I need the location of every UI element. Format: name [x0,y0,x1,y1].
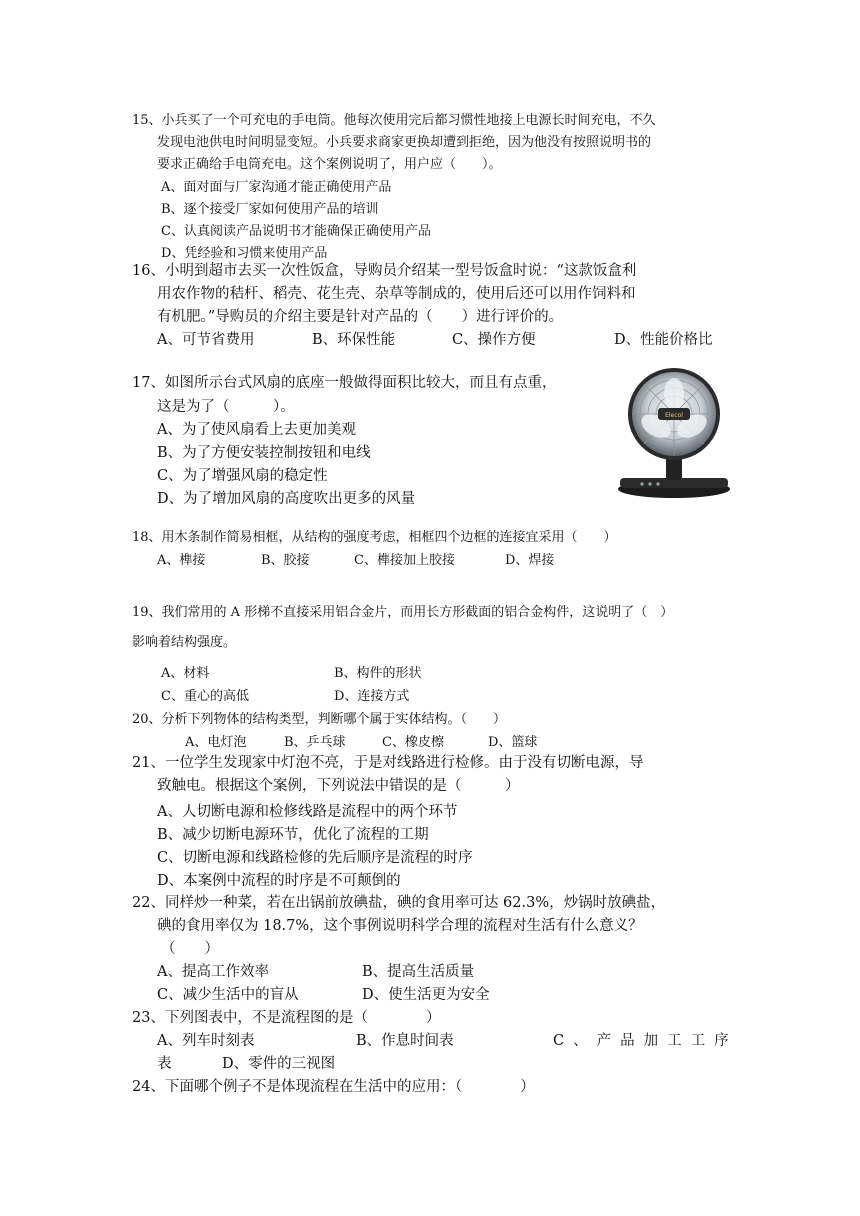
q23-option-c-continued: 表 [157,1056,172,1072]
q19-stem-line-2: 影响着结构强度。 [132,635,237,650]
fan-brand-label: Elecol [665,412,683,419]
q17-option-c: C、为了增强风扇的稳定性 [157,468,328,484]
q21-stem-line-1: 21、一位学生发现家中灯泡不亮，于是对线路进行检修。由于没有切断电源，导 [132,755,644,771]
q24-stem: 24、下面哪个例子不是体现流程在生活中的应用：（ ） [132,1079,535,1095]
q15-stem-line-2: 发现电池供电时间明显变短。小兵要求商家更换却遭到拒绝，因为他没有按照说明书的 [157,135,652,150]
q20-option-b: B、乒乓球 [284,735,346,750]
q21-option-d: D、本案例中流程的时序是不可颠倒的 [157,873,401,889]
q21-option-b: B、减少切断电源环节，优化了流程的工期 [157,827,429,843]
q19-option-c: C、重心的高低 [161,689,249,704]
q15-option-a: A、面对面与厂家沟通才能正确使用产品 [161,180,392,195]
q19-option-a: A、材料 [161,666,210,681]
q16-option-c: C、操作方便 [452,332,536,348]
q15-stem-line-3: 要求正确给手电筒充电。这个案例说明了，用户应（ ）。 [157,157,502,172]
q17-option-a: A、为了使风扇看上去更加美观 [157,422,356,438]
q22-option-b: B、提高生活质量 [362,964,475,980]
q23-stem: 23、下列图表中，不是流程图的是（ ） [132,1010,441,1026]
q22-option-c: C、减少生活中的盲从 [157,987,299,1003]
q23-option-d: D、零件的三视图 [222,1056,336,1072]
q19-option-d: D、连接方式 [334,689,410,704]
q17-option-b: B、为了方便安装控制按钮和电线 [157,445,371,461]
q16-stem-line-1: 16、小明到超市去买一次性饭盒，导购员介绍某一型号饭盒时说：“这款饭盒利 [132,263,637,279]
q22-option-d: D、使生活更为安全 [362,987,490,1003]
q22-stem-line-1: 22、同样炒一种菜，若在出锅前放碘盐，碘的食用率可达 62.3%，炒锅时放碘盐， [132,895,666,911]
q20-option-a: A、电灯泡 [185,735,247,750]
q22-stem-line-3: （ ） [161,941,219,957]
q18-option-b: B、胶接 [261,553,310,568]
q17-stem-line-2: 这是为了（ ）。 [157,399,295,415]
q22-option-a: A、提高工作效率 [157,964,269,980]
q16-stem-line-2: 用农作物的秸杆、稻壳、花生壳、杂草等制成的，使用后还可以用作饲料和 [157,286,636,302]
q18-option-a: A、榫接 [157,553,206,568]
q20-option-c: C、橡皮檫 [382,735,444,750]
q18-option-c: C、榫接加上胶接 [354,553,455,568]
desk-fan-image [614,366,734,502]
q16-option-b: B、环保性能 [312,332,396,348]
q23-option-b: B、作息时间表 [356,1033,454,1049]
q23-option-c: C、产品加工工序 [553,1033,738,1049]
q21-option-a: A、人切断电源和检修线路是流程中的两个环节 [157,804,458,820]
q20-stem: 20、分析下列物体的结构类型，判断哪个属于实体结构。（ ） [132,712,507,727]
q21-stem-line-2: 致触电。根据这个案例，下列说法中错误的是（ ） [157,778,520,794]
q15-option-c: C、认真阅读产品说明书才能确保正确使用产品 [161,224,431,239]
q17-stem-line-1: 17、如图所示台式风扇的底座一般做得面积比较大，而且有点重， [132,375,557,391]
q15-stem-line-1: 15、小兵买了一个可充电的手电筒。他每次使用完后都习惯性地接上电源长时间充电，不久 [132,113,656,128]
q22-stem-line-2: 碘的食用率仅为 18.7%，这个事例说明科学合理的流程对生活有什么意义？ [157,918,643,934]
q16-option-a: A、可节省费用 [157,332,255,348]
q16-option-d: D、性能价格比 [614,332,713,348]
q19-stem-line-1: 19、我们常用的 A 形梯不直接采用铝合金片，而用长方形截面的铝合金构件，这说明了（ ） [132,605,674,620]
q20-option-d: D、篮球 [488,735,538,750]
q21-option-c: C、切断电源和线路检修的先后顺序是流程的时序 [157,850,473,866]
q16-stem-line-3: 有机肥。”导购员的介绍主要是针对产品的（ ）进行评价的。 [157,309,564,325]
q15-option-d: D、凭经验和习惯来使用产品 [161,246,328,261]
q15-option-b: B、逐个接受厂家如何使用产品的培训 [161,202,379,217]
q19-option-b: B、构件的形状 [334,666,422,681]
q17-option-d: D、为了增加风扇的高度吹出更多的风量 [157,491,416,507]
q18-option-d: D、焊接 [505,553,555,568]
q23-option-a: A、列车时刻表 [157,1033,255,1049]
q18-stem: 18、用木条制作简易相框，从结构的强度考虑，相框四个边框的连接宜采用（ ） [132,530,617,545]
